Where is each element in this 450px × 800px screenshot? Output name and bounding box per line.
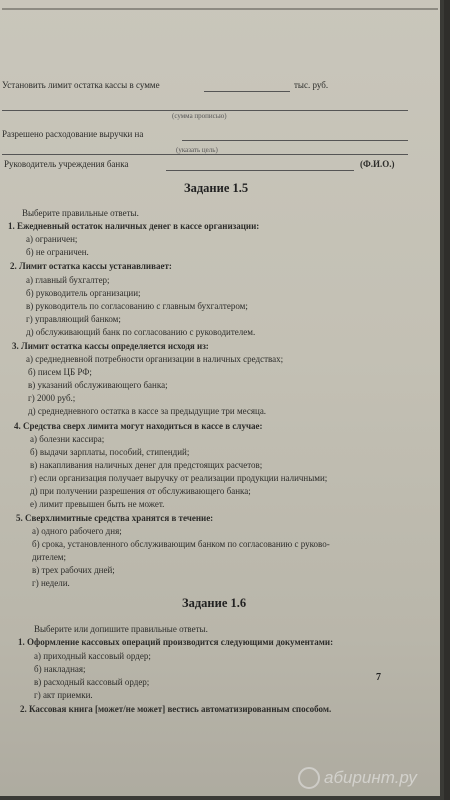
limit-unit: тыс. руб. bbox=[294, 80, 329, 90]
answer-3b: б) писем ЦБ РФ; bbox=[28, 367, 92, 377]
page-number: 7 bbox=[376, 672, 381, 683]
labirint-logo-icon bbox=[298, 767, 320, 789]
task-1-5-intro: Выберите правильные ответы. bbox=[22, 208, 139, 218]
task-1-6-question-2: 2. Кассовая книга [может/не может] вестись автоматизированным способом. bbox=[20, 704, 332, 714]
answer-3a: а) среднедневной потребности организации в наличных средствах; bbox=[26, 354, 284, 364]
task-1-6-answer-1a: а) приходный кассовый ордер; bbox=[34, 651, 151, 661]
answer-4b: б) выдачи зарплаты, пособий, стипендий; bbox=[30, 447, 190, 457]
task-1-6-answer-1c: в) расходный кассовый ордер; bbox=[34, 677, 150, 687]
fio-label: (Ф.И.О.) bbox=[360, 159, 395, 169]
page-binding-shadow bbox=[444, 0, 450, 800]
question-1: 1. Ежедневный остаток наличных денег в кассе организации: bbox=[8, 221, 260, 231]
limit-underline bbox=[204, 91, 290, 92]
task-1-6-answer-1d: г) акт приемки. bbox=[34, 690, 93, 700]
answer-5b-line2: дителем; bbox=[32, 552, 67, 562]
answer-5d: г) недели. bbox=[32, 578, 70, 588]
goal-caption: (указать цель) bbox=[176, 146, 218, 154]
answer-1a: а) ограничен; bbox=[26, 234, 78, 244]
answer-3e: д) среднедневного остатка в кассе за предыдущие три месяца. bbox=[28, 406, 267, 416]
question-4: 4. Средства сверх лимита могут находиться в кассе в случае: bbox=[14, 421, 263, 431]
answer-5a: а) одного рабочего дня; bbox=[32, 526, 122, 536]
answer-4d: г) если организация получает выручку от реализации продукции наличными; bbox=[30, 473, 328, 483]
answer-2e: д) обслуживающий банк по согласованию с руководителем. bbox=[26, 327, 256, 337]
answer-2a: а) главный бухгалтер; bbox=[26, 275, 110, 285]
head-label: Руководитель учреждения банка bbox=[4, 159, 129, 169]
answer-5b-line1: б) срока, установленного обслуживающим банком по согласованию с руково- bbox=[32, 539, 330, 549]
answer-4a: а) болезни кассира; bbox=[30, 434, 105, 444]
task-1-6-answer-1b: б) накладная; bbox=[34, 664, 86, 674]
question-3: 3. Лимит остатка кассы определяется исходя из: bbox=[12, 341, 209, 351]
question-5: 5. Сверхлимитные средства хранятся в течение: bbox=[16, 513, 214, 523]
answer-4e: д) при получении разрешения от обслуживающего банка; bbox=[30, 486, 251, 496]
task-1-6-title: Задание 1.6 bbox=[182, 596, 247, 610]
allowed-underline bbox=[182, 140, 408, 141]
answer-3d: г) 2000 руб.; bbox=[28, 393, 76, 403]
page-top-edge bbox=[2, 8, 438, 10]
answer-4f: е) лимит превышен быть не может. bbox=[30, 499, 165, 509]
sum-caption: (сумма прописью) bbox=[172, 112, 227, 120]
answer-5c: в) трех рабочих дней; bbox=[32, 565, 115, 575]
answer-2d: г) управляющий банком; bbox=[26, 314, 121, 324]
watermark: абиринт.ру bbox=[324, 768, 417, 787]
limit-label: Установить лимит остатка кассы в сумме bbox=[2, 80, 160, 90]
answer-4c: в) накапливания наличных денег для предстоящих расчетов; bbox=[30, 460, 263, 470]
answer-2b: б) руководитель организации; bbox=[26, 288, 141, 298]
allowed-label: Разрешено расходование выручки на bbox=[2, 129, 144, 139]
sum-line bbox=[2, 110, 408, 111]
question-2: 2. Лимит остатка кассы устанавливает: bbox=[10, 261, 172, 271]
task-1-5-title: Задание 1.5 bbox=[184, 181, 249, 195]
head-underline bbox=[166, 170, 354, 171]
goal-line bbox=[2, 154, 408, 155]
answer-3c: в) указаний обслуживающего банка; bbox=[28, 380, 168, 390]
task-1-6-question-1: 1. Оформление кассовых операций производится следующими документами: bbox=[18, 637, 334, 647]
task-1-6-intro: Выберите или допишите правильные ответы. bbox=[34, 624, 208, 634]
answer-1b: б) не ограничен. bbox=[26, 247, 89, 257]
answer-2c: в) руководитель по согласованию с главным бухгалтером; bbox=[26, 301, 248, 311]
